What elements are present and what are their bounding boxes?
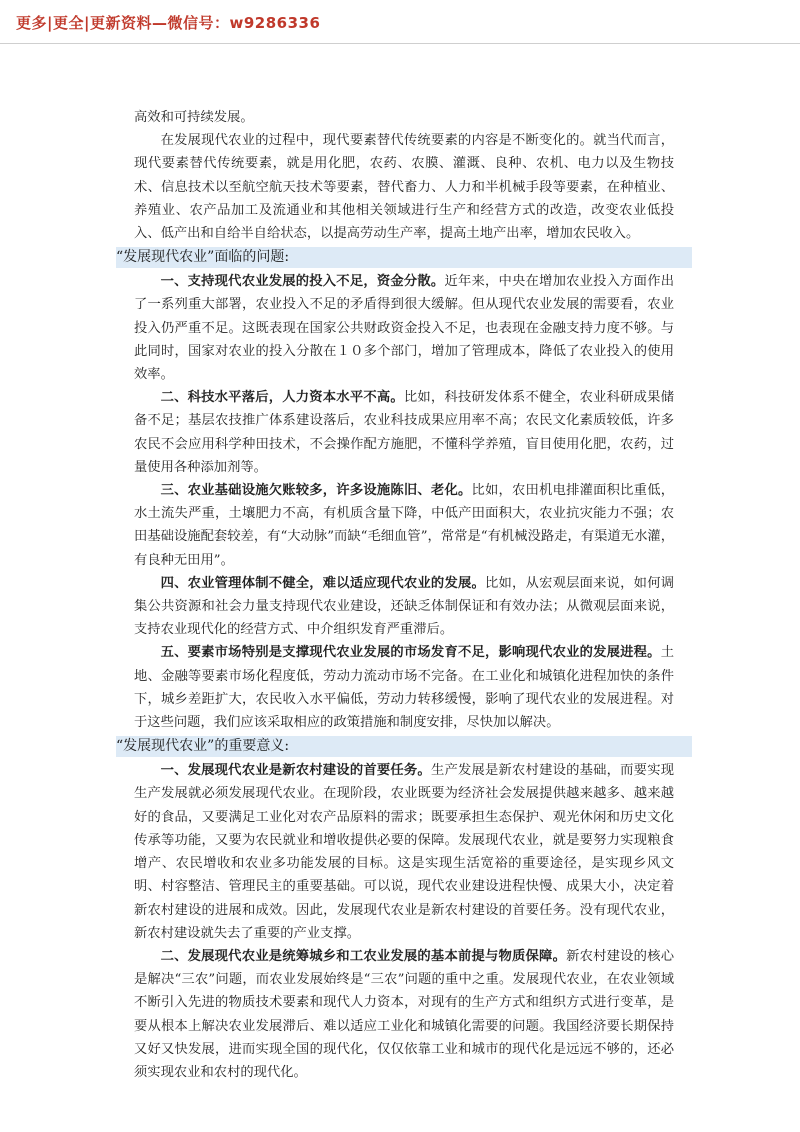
problem-paragraph-2 [134,386,674,479]
problem-paragraph-5 [134,641,674,734]
problem-paragraph-4 [134,572,674,642]
problem-lead-2: 二、科技水平落后，人力资本水平不高。 [160,390,404,406]
intro-paragraph: 在发展现代农业的过程中，现代要素替代传统要素的内容是不断变化的。就当代而言，现代要素替代传统要素，就是用化肥，农药、农膜、灌溉、良种、农机、电力以及生物技术、信息技术以至航空航天技术等要素，替代畜力、人力和半机械手段等要素，在种植业、养殖业、农产品加工及流通业和其他相关领域进行生产和经营方式的改造，改变农业低投入、低产出和自给半自给状态，以提高劳动生产率，提高土地产出率，增加农民收入。 [134,133,674,242]
problem-paragraph-3 [134,479,674,572]
significance-paragraph-2 [134,945,674,1084]
document-body [116,106,675,1084]
problem-body-4: 比如，从宏观层面来说，如何调集公共资源和社会力量支持现代农业建设，还缺乏体制保证和有效办法；从微观层面来说，支持农业现代化的经营方式、中介组织发育严重滞后。 [134,575,675,638]
significance-lead-2: 二、发展现代农业是统筹城乡和工农业发展的基本前提与物质保障。 [160,948,567,964]
header-divider [0,43,800,44]
section-title-significance: “发展现代农业”的重要意义: [116,736,692,757]
problem-body-2: 比如，科技研发体系不健全，农业科研成果储备不足；基层农技推广体系建设落后，农业科技成果应用率不高；农民文化素质较低，许多农民不会应用科学种田技术，不会操作配方施肥，不懂科学养殖，盲目使用化肥，农药，过量使用各种添加剂等。 [134,390,674,475]
header-watermark-text: 更多|更全|更新资料—微信号：w9286336 [16,14,321,32]
intro-tail: 高效和可持续发展。 [134,110,254,125]
problem-lead-3: 三、农业基础设施欠账较多，许多设施陈旧、老化。 [160,483,472,499]
significance-paragraph-1 [134,759,674,945]
section-title-problems: “发展现代农业”面临的问题: [116,247,692,268]
problem-paragraph-1 [134,270,674,386]
page-header [0,0,800,44]
problem-lead-4: 四、农业管理体制不健全，难以适应现代农业的发展。 [160,575,485,591]
problem-body-3: 比如，农田机电排灌面积比重低，水土流失严重，土壤肥力不高，有机质含量下降，中低产田面积大，农业抗灾能力不强；农田基础设施配套较差，有“大动脉”而缺“毛细血管”，常常是“有机械没路走，有渠道无水灌，有良种无田用”。 [134,483,675,568]
significance-body-2: 新农村建设的核心是解决“三农”问题，而农业发展始终是“三农”问题的重中之重。发展现代农业，在农业领域不断引入先进的物质技术要素和现代人力资本，对现有的生产方式和组织方式进行变革，是要从根本上解决农业发展滞后、难以适应工业化和城镇化需要的问题。我国经济要长期保持又好又快发展，进而实现全国的现代化，仅仅依靠工业和城市的现代化是远远不够的，还必须实现农业和农村的现代化。 [134,948,675,1080]
significance-lead-1: 一、发展现代农业是新农村建设的首要任务。 [160,763,431,779]
problem-lead-5: 五、要素市场特别是支撑现代农业发展的市场发育不足，影响现代农业的发展进程。 [160,645,661,661]
problem-lead-1: 一、支持现代农业发展的投入不足，资金分散。 [160,274,445,290]
problem-body-1: 近年来，中央在增加农业投入方面作出了一系列重大部署，农业投入不足的矛盾得到很大缓解。但从现代农业发展的需要看，农业投入仍严重不足。这既表现在国家公共财政资金投入不足，也表现在金融支持力度不够。与此同时，国家对农业的投入分散在１０多个部门，增加了管理成本，降低了农业投入的使用效率。 [134,274,675,383]
problem-body-5: 土地、金融等要素市场化程度低，劳动力流动市场不完备。在工业化和城镇化进程加快的条件下，城乡差距扩大，农民收入水平偏低，劳动力转移缓慢，影响了现代农业的发展进程。对于这些问题，我们应该采取相应的政策措施和制度安排，尽快加以解决。 [134,645,674,731]
significance-body-1: 生产发展是新农村建设的基础，而要实现生产发展就必须发展现代农业。在现阶段，农业既要为经济社会发展提供越来越多、越来越好的食品，又要满足工业化对农产品原料的需求；既要承担生态保护、观光休闲和历史文化传承等功能，又要为农民就业和增收提供必要的保障。发展现代农业，就是要努力实现粮食增产、农民增收和农业多功能发展的目标。这是实现生活宽裕的重要途径，是实现乡风文明、村容整洁、管理民主的重要基础。可以说，现代农业建设进程快慢、成果大小，决定着新农村建设的进展和成效。因此，发展现代农业是新农村建设的首要任务。没有现代农业，新农村建设就失去了重要的产业支撑。 [134,763,675,941]
